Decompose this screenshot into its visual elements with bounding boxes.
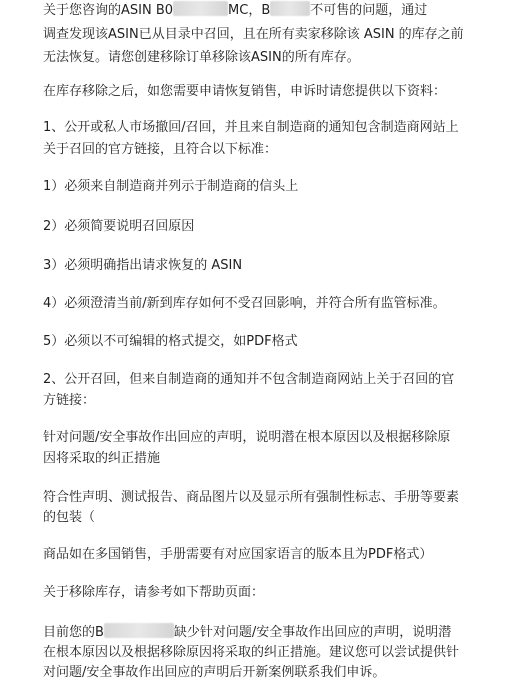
p1-line3: 无法恢复。请您创建移除订单移除该ASIN的所有库存。	[43, 50, 360, 65]
p1-line1-mid: MC，B	[228, 3, 271, 18]
p9-line3: 对问题/安全事故作出回应的声明后开新案例联系我们申诉。	[43, 665, 386, 680]
p9-line2: 在根本原因以及根据移除原因将采取的纠正措施。建议您可以尝试提供针	[43, 645, 460, 660]
p4-line2: 方链接：	[43, 393, 96, 408]
p6-line1: 符合性声明、测试报告、商品图片以及显示所有强制性标志、手册等要素	[43, 490, 460, 505]
p1-line1-end: 不可售的问题，通过	[310, 3, 428, 18]
criteria-item-5: 5）必须以不可编辑的格式提交，如PDF格式	[43, 334, 298, 349]
criteria-item-4: 4）必须澄清当前/新到库存如何不受召回影响，并符合所有监管标准。	[43, 296, 446, 311]
p6-line2: 的包装（	[43, 510, 96, 525]
p7-line1: 商品如在多国销售，手册需要有对应国家语言的版本且为PDF格式）	[43, 547, 433, 562]
p8-line1: 关于移除库存，请参考如下帮助页面：	[43, 585, 265, 600]
redaction-blur	[173, 1, 228, 16]
criteria-item-3: 3）必须明确指出请求恢复的 ASIN	[43, 258, 243, 273]
criteria-item-2: 2）必须简要说明召回原因	[43, 219, 195, 234]
p5-line1: 针对问题/安全事故作出回应的声明，说明潜在根本原因以及根据移除原	[43, 430, 451, 445]
p2-line1: 在库存移除之后，如您需要申请恢复销售，申诉时请您提供以下资料：	[43, 84, 447, 99]
p5-line2: 因将采取的纠正措施	[43, 451, 161, 466]
p9-line1-end: 缺少针对问题/安全事故作出回应的声明，说明潜	[173, 625, 452, 640]
p9-line1-start: 目前您的B	[43, 625, 104, 640]
criteria-item-1: 1）必须来自制造商并列示于制造商的信头上	[43, 179, 299, 194]
p1-line2: 调查发现该ASIN已从目录中召回，且在所有卖家移除该 ASIN 的库存之前	[43, 27, 464, 42]
p9-line1	[43, 623, 451, 643]
p3-line1: 1、公开或私人市场撤回/召回，并且来自制造商的通知包含制造商网站上	[43, 120, 459, 135]
redaction-blur	[104, 623, 174, 638]
p1-line1	[43, 1, 427, 21]
p3-line2: 关于召回的官方链接，且符合以下标准：	[43, 142, 278, 157]
p1-line1-start: 关于您咨询的ASIN B0	[43, 3, 174, 18]
p4-line1: 2、公开召回，但来自制造商的通知并不包含制造商网站上关于召回的官	[43, 372, 455, 387]
redaction-blur	[270, 1, 310, 16]
